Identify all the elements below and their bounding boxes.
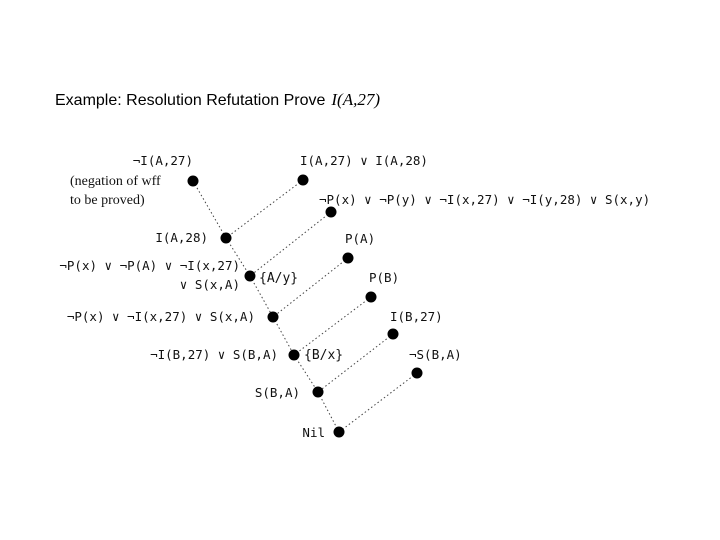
- tree-nodes: [188, 175, 423, 438]
- edge-c1-r1: [226, 180, 303, 238]
- label-r2-line1: ¬P(x) ∨ ¬P(A) ∨ ¬I(x,27): [59, 258, 240, 273]
- label-c4: P(B): [369, 270, 400, 285]
- edge-c6-r6: [339, 373, 417, 432]
- tree-edges: [193, 180, 417, 432]
- node-nil: [334, 427, 345, 438]
- node-r5: [313, 387, 324, 398]
- node-c1: [298, 175, 309, 186]
- node-r2: [245, 271, 256, 282]
- label-neg-goal-note-2: to be proved): [70, 193, 145, 208]
- node-c4: [366, 292, 377, 303]
- label-nil: Nil: [302, 425, 325, 440]
- title-text: Example: Resolution Refutation Prove: [55, 92, 326, 109]
- node-c6: [412, 368, 423, 379]
- label-c5: I(B,27): [390, 309, 443, 324]
- label-c3: P(A): [345, 231, 376, 246]
- node-c2: [326, 207, 337, 218]
- label-r3: ¬P(x) ∨ ¬I(x,27) ∨ S(x,A): [66, 309, 255, 324]
- label-neg-goal-note-1: (negation of wff: [70, 174, 161, 189]
- label-r5: S(B,A): [254, 385, 300, 400]
- edge-c4-r4: [294, 297, 371, 355]
- label-neg-goal: ¬I(A,27): [132, 153, 193, 168]
- edge-c5-r5: [318, 334, 393, 392]
- title-formula: I(A,27): [331, 90, 380, 109]
- node-c3: [343, 253, 354, 264]
- node-neg-goal: [188, 176, 199, 187]
- label-r4: ¬I(B,27) ∨ S(B,A): [150, 347, 278, 362]
- label-c1: I(A,27) ∨ I(A,28): [300, 153, 428, 168]
- label-c2: ¬P(x) ∨ ¬P(y) ∨ ¬I(x,27) ∨ ¬I(y,28) ∨ S(x,y): [319, 192, 651, 207]
- node-r4: [289, 350, 300, 361]
- node-r3: [268, 312, 279, 323]
- edge-c2-r2: [250, 212, 331, 276]
- label-sub-2: {B/x}: [304, 348, 344, 363]
- label-sub-1: {A/y}: [259, 271, 299, 286]
- node-c5: [388, 329, 399, 340]
- node-r1: [221, 233, 232, 244]
- label-c6: ¬S(B,A): [409, 347, 462, 362]
- tree-labels: [59, 153, 650, 440]
- label-r1: I(A,28): [155, 230, 208, 245]
- label-r2-line2: ∨ S(x,A): [179, 277, 240, 292]
- edge-c3-r3: [273, 258, 348, 317]
